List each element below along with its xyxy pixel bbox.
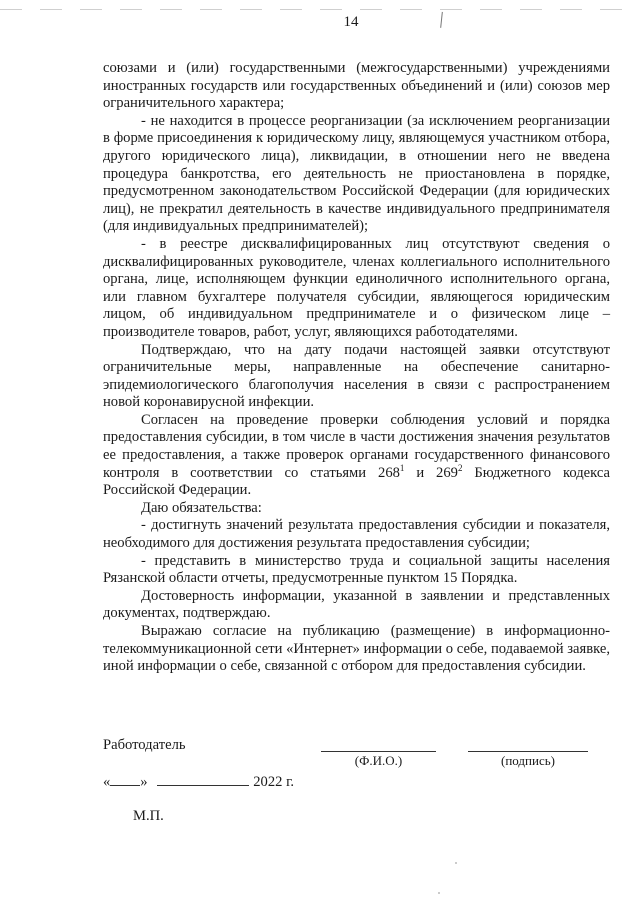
date-year: 2022 г.	[253, 774, 295, 790]
date-line	[103, 771, 294, 791]
audit-consent-text-end: Бюджетного кодекса Российской Федерации.	[103, 464, 611, 499]
paragraph-covid-restrictions: Подтверждаю, что на дату подачи настоящей заявки отсутствуют ограничительные меры, направленные на обеспечение санитарно-эпидемиологического благополучия населения в связи с распространением новой коронавирусной инфекции.	[103, 341, 610, 411]
paragraph-audit-consent	[103, 412, 610, 500]
paragraph-reorganization: - не находится в процессе реорганизации (за исключением реорганизации в форме присоединения к юридическому лицу, являющемуся участником отбора, другого юридического лица), ликвидации, в отношении него не введена процедура банкротства, его деятельность не приостановлена в порядке, предусмотренном законодательством Российской Федерации (для юридических лиц), не прекратил деятельность в качестве индивидуального предпринимателя (для индивидуальных предпринимателей);	[103, 112, 610, 235]
scan-artifact-mark	[440, 12, 445, 28]
paragraph-obligations-heading: Даю обязательства:	[141, 499, 262, 516]
document-body	[103, 60, 610, 676]
paragraph-obligation-result: - достигнуть значений результата предоставления субсидии и показателя, необходимого для достижения результата предоставления субсидии;	[103, 517, 610, 552]
page-number: 14	[343, 14, 359, 30]
signature-blank-line	[468, 751, 588, 752]
stamp-place-label: М.П.	[133, 808, 164, 824]
scan-speck	[438, 892, 440, 894]
paragraph-publication-consent: Выражаю согласие на публикацию (размещение) в информационно-телекоммуникационной сети «Интернет» информации о себе, подаваемой заявке, иной информации о себе, связанной с отбором для предоставления субсидии.	[103, 623, 610, 675]
employer-label: Работодатель	[103, 737, 186, 753]
paragraph-accuracy-confirmation: Достоверность информации, указанной в заявлении и представленных документах, подтверждаю.	[103, 587, 610, 622]
date-open-quote: «	[103, 774, 111, 790]
article-superscript-2: 2	[457, 462, 463, 473]
scan-speck	[455, 862, 457, 864]
month-blank	[157, 771, 249, 786]
fio-blank-line	[321, 751, 436, 752]
paragraph-foreign-states: союзами и (или) государственными (межгосударственными) учреждениями иностранных государств или государственных объединений и (или) союзов мер ограничительного характера;	[103, 60, 610, 112]
article-superscript-1: 1	[399, 462, 405, 473]
paragraph-obligation-reports: - представить в министерство труда и социальной защиты населения Рязанской области отчеты, предусмотренные пунктом 15 Порядка.	[103, 552, 610, 587]
audit-consent-text-mid: и 269	[404, 464, 458, 481]
paragraph-disqualified-registry: - в реестре дисквалифицированных лиц отсутствуют сведения о дисквалифицированных руководителе, членах коллегиального исполнительного органа, лице, исполняющем функции единоличного исполнительного органа, или главном бухгалтере получателя субсидии, являющегося юридическим лицом, об индивидуальном предпринимателе и о физическом лице – производителе товаров, работ, услуг, являющихся работодателями.	[103, 235, 610, 340]
date-close-quote: »	[140, 774, 148, 790]
fio-label: (Ф.И.О.)	[354, 753, 403, 768]
day-blank	[110, 771, 140, 786]
signature-label: (подпись)	[501, 753, 555, 768]
scan-top-rule	[0, 9, 640, 10]
audit-consent-text: Согласен на проведение проверки соблюдения условий и порядка предоставления субсидии, в том числе в части достижения значения результатов ее предоставления, а также проверок органами государственного финансового контроля в соответствии со статьями 268	[103, 411, 610, 481]
